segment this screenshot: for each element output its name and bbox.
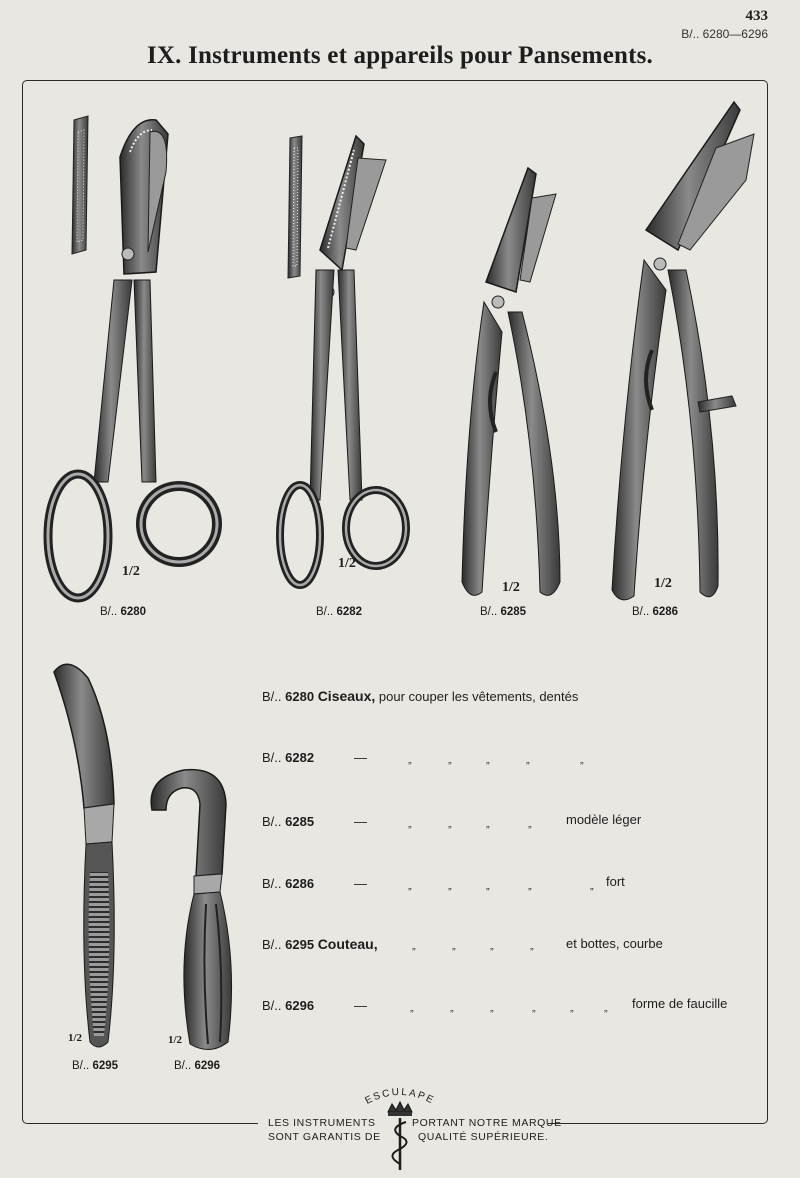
ditto-mark: „ xyxy=(530,940,534,952)
figure-6295 xyxy=(48,658,128,1078)
caption-6286-prefix: B/.. xyxy=(632,606,650,618)
caption-6285 xyxy=(480,606,526,618)
ditto-mark: „ xyxy=(408,880,412,892)
ditto-mark: „ xyxy=(486,880,490,892)
ditto-mark: „ xyxy=(448,818,452,830)
ditto-mark: „ xyxy=(486,754,490,766)
item-code: 6286 xyxy=(285,876,315,891)
item-prefix: B/.. xyxy=(262,876,282,891)
caption-6286 xyxy=(632,606,678,618)
ditto-mark: „ xyxy=(604,1002,608,1014)
figure-6286 xyxy=(606,100,756,618)
ditto-mark: „ xyxy=(490,1002,494,1014)
item-desc: modèle léger xyxy=(566,812,642,827)
item-desc: fort xyxy=(606,874,625,889)
caption-6282-prefix: B/.. xyxy=(316,606,334,618)
ditto-mark: „ xyxy=(528,818,532,830)
caption-6286-code: 6286 xyxy=(652,606,679,618)
list-item xyxy=(262,936,378,952)
list-item xyxy=(262,688,578,704)
scale-6282: 1/2 xyxy=(338,556,356,571)
scissors-6280-illustration xyxy=(38,112,238,612)
ditto-mark: „ xyxy=(590,880,594,892)
item-prefix: B/.. xyxy=(262,689,282,704)
ditto-mark: „ xyxy=(486,818,490,830)
ditto-mark: „ xyxy=(448,880,452,892)
brand-arc-text: ESCULAPE xyxy=(363,1086,437,1107)
caption-6285-code: 6285 xyxy=(500,606,527,618)
item-desc: et bottes, courbe xyxy=(566,936,663,951)
item-code: 6282 xyxy=(285,750,315,765)
footer-right-line2: QUALITÉ SUPÉRIEURE. xyxy=(418,1131,549,1143)
footer-left-line2: SONT GARANTIS DE xyxy=(268,1131,381,1143)
item-dash: — xyxy=(354,814,367,829)
caption-6282-code: 6282 xyxy=(336,606,363,618)
list-item xyxy=(262,750,314,765)
knife-6296-illustration xyxy=(144,764,244,1054)
item-code: 6296 xyxy=(285,998,315,1013)
item-prefix: B/.. xyxy=(262,814,282,829)
ditto-mark: „ xyxy=(528,880,532,892)
item-prefix: B/.. xyxy=(262,937,282,952)
item-dash: — xyxy=(354,876,367,891)
page-title: IX. Instruments et appareils pour Pansements. xyxy=(146,42,654,69)
item-code: 6280 xyxy=(285,689,315,704)
ditto-mark: „ xyxy=(448,754,452,766)
page-range: B/.. 6280—6296 xyxy=(681,27,768,41)
figure-6296 xyxy=(144,764,244,1078)
caption-6295-prefix: B/.. xyxy=(72,1060,90,1072)
item-name: Couteau, xyxy=(317,936,378,952)
caption-6282 xyxy=(316,606,362,618)
ditto-mark: „ xyxy=(570,1002,574,1014)
caption-6295 xyxy=(72,1060,118,1072)
list-item xyxy=(262,998,314,1013)
ditto-mark: „ xyxy=(408,754,412,766)
ditto-mark: „ xyxy=(408,818,412,830)
figure-6285 xyxy=(456,162,576,618)
item-prefix: B/.. xyxy=(262,750,282,765)
caption-6280 xyxy=(100,606,146,618)
caption-6285-prefix: B/.. xyxy=(480,606,498,618)
item-name: Ciseaux, xyxy=(317,688,376,704)
ditto-mark: „ xyxy=(526,754,530,766)
item-dash: — xyxy=(354,750,367,765)
caption-6280-code: 6280 xyxy=(120,606,147,618)
footer-right-line1: PORTANT NOTRE MARQUE xyxy=(412,1117,562,1129)
caption-6295-code: 6295 xyxy=(92,1060,119,1072)
caption-6296 xyxy=(174,1060,220,1072)
item-code: 6295 xyxy=(285,937,315,952)
scissors-6285-illustration xyxy=(456,162,576,612)
ditto-mark: „ xyxy=(490,940,494,952)
scale-6280: 1/2 xyxy=(122,564,140,579)
item-desc: pour couper les vêtements, dentés xyxy=(378,689,579,704)
ditto-mark: „ xyxy=(450,1002,454,1014)
footer-left-line1: LES INSTRUMENTS xyxy=(268,1117,376,1129)
figure-6280 xyxy=(38,112,238,618)
item-code: 6285 xyxy=(285,814,315,829)
caption-6296-code: 6296 xyxy=(194,1060,221,1072)
scale-6295: 1/2 xyxy=(68,1032,83,1044)
ditto-mark: „ xyxy=(580,754,584,766)
item-prefix: B/.. xyxy=(262,998,282,1013)
figure-6282 xyxy=(272,130,422,618)
caption-6280-prefix: B/.. xyxy=(100,606,118,618)
scissors-6282-illustration xyxy=(272,130,422,612)
ditto-mark: „ xyxy=(532,1002,536,1014)
scale-6286: 1/2 xyxy=(654,576,672,591)
knife-6295-illustration xyxy=(48,658,128,1048)
scissors-6286-illustration xyxy=(606,100,756,612)
scale-6285: 1/2 xyxy=(502,580,520,595)
scale-6296: 1/2 xyxy=(168,1034,183,1046)
list-item xyxy=(262,814,314,829)
page-number: 433 xyxy=(745,8,768,24)
ditto-mark: „ xyxy=(452,940,456,952)
item-desc: forme de faucille xyxy=(632,996,728,1011)
ditto-mark: „ xyxy=(410,1002,414,1014)
caption-6296-prefix: B/.. xyxy=(174,1060,192,1072)
list-item xyxy=(262,876,314,891)
ditto-mark: „ xyxy=(412,940,416,952)
item-dash: — xyxy=(354,998,367,1013)
